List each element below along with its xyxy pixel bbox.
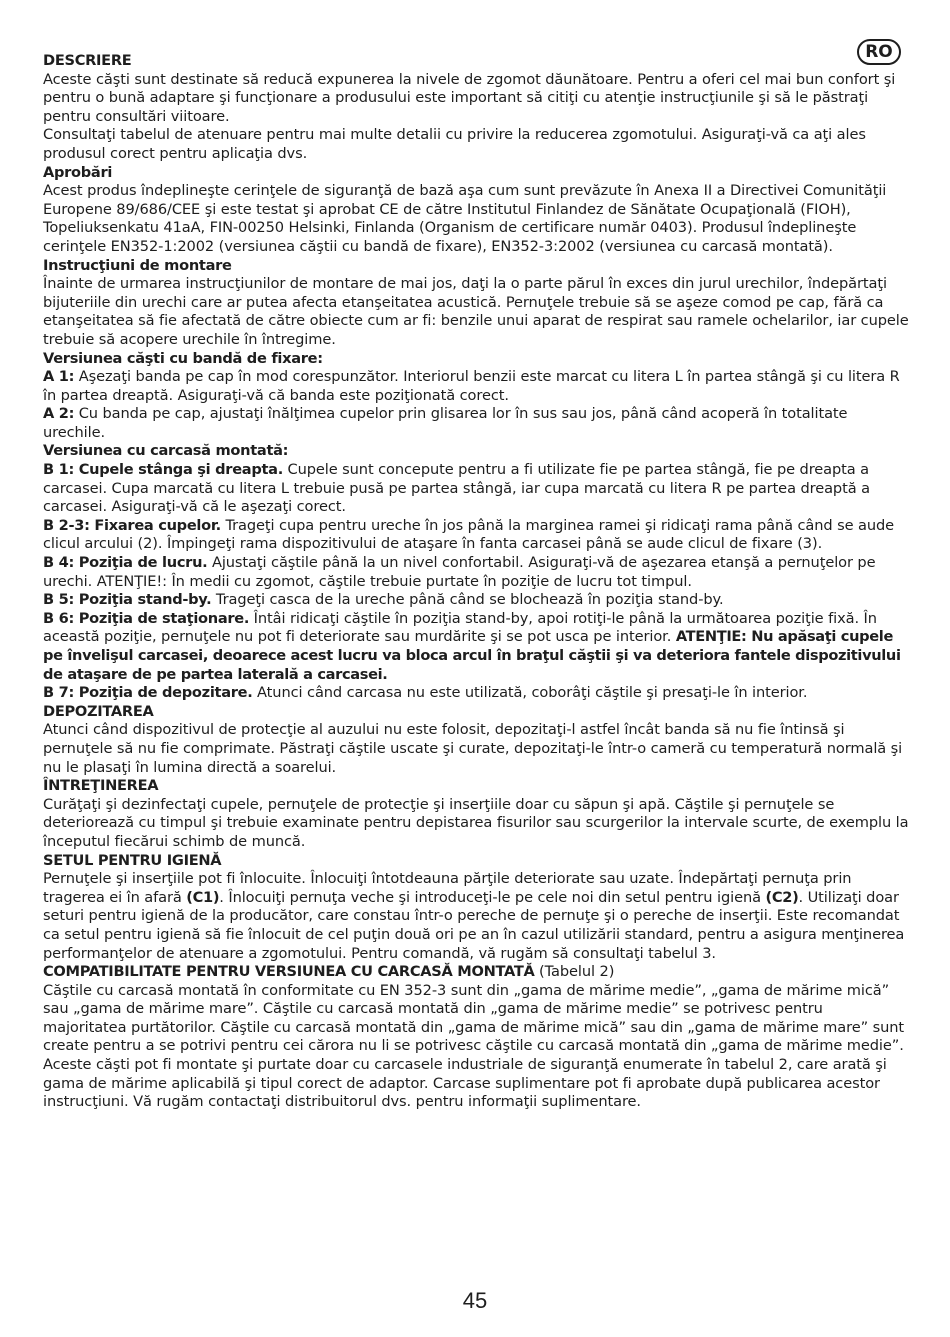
- step-b6-label: B 6: Poziţia de staţionare.: [43, 609, 250, 627]
- step-b1: [43, 461, 909, 517]
- section-heading-depozitarea: DEPOZITAREA: [43, 702, 154, 720]
- paragraph-compatibilitate-1: Căştile cu carcasă montată în conformitate cu EN 352-3 sunt din „gama de mărime medie”, „gama de mărime mică” sau „gama de mărime mare”. Căştile cu carcasă montată din „gama de mărime medie” se potrivesc pentru majoritatea purtătorilor. Căştile cu carcasă montată din „gama de mărime mică” sau din „gama de mărime mare” sunt create pentru a se potrivi pentru cei cărora nu li se potrivesc căştile cu carcasă montată din „gama de mărime medie”.: [43, 981, 905, 1055]
- step-b4-text: Ajustaţi căştile până la un nivel confortabil. Asiguraţi-vă de aşezarea etanşă a pernuţelor pe urechi. ATENŢIE!: În medii cu zgomot, căştile trebuie purtate în poziţie de lucru tot timpul.: [43, 554, 876, 590]
- step-a1-label: A 1:: [43, 368, 75, 386]
- figure-ref-c1: (C1): [186, 888, 220, 906]
- step-b7-text: Atunci când carcasa nu este utilizată, coborâţi căştile şi presaţi-le în interior.: [252, 684, 808, 702]
- step-a2-label: A 2:: [43, 405, 75, 423]
- paragraph-igiena: [43, 870, 909, 963]
- page-content: [43, 52, 909, 1112]
- step-a1-text: Aşezaţi banda pe cap în mod corespunzător. Interiorul benzii este marcat cu litera L în partea stângă şi cu litera R în partea dreaptă. Asiguraţi-vă că banda este poziţionată corect.: [43, 368, 900, 404]
- step-b1-text: Cupele sunt concepute pentru a fi utilizate fie pe partea stângă, fie pe dreapta a carcasei. Cupa marcată cu litera L trebuie pusă pe partea stângă, iar cupa marcată cu litera R pe partea dreaptă a carcasei. Asiguraţi-vă că le aşezaţi corect.: [43, 461, 870, 516]
- igiena-text-c: . Utilizaţi doar seturi pentru igienă de la producător, care constau într-o pereche de pernuţe şi o pereche de inserţii. Este recomandat ca setul pentru igienă să fie înlocuit de cel puţin două ori pe an în cazul utilizării standard, pentru a asigura menţinerea performanţelor de atenuare a zgomotului. Pentru comandă, vă rugăm să consultaţi tabelul 3.: [43, 888, 905, 962]
- step-b7: [43, 684, 909, 703]
- step-a1: [43, 368, 909, 405]
- step-b6: [43, 610, 909, 684]
- step-b4-label: B 4: Poziţia de lucru.: [43, 554, 208, 572]
- paragraph-instructiuni: Înainte de urmarea instrucţiunilor de montare de mai jos, daţi la o parte părul în exces din jurul urechilor, îndepărtaţi bijuteriile din urechi care ar putea afecta etanşeitatea acustică. Pernuţele trebuie să se aşeze comod pe cap, fără ca etanşeitatea să fie afectată de către obiecte cum ar fi: benzile unui aparat de respirat sau ramele ochelarilor, iar cupele trebuie să acopere urechile în întregime.: [43, 275, 909, 348]
- language-badge: RO: [857, 39, 901, 65]
- step-b23-text: Trageţi cupa pentru ureche în jos până la marginea ramei şi ridicaţi rama până când se aude clicul arcului (2). Împingeţi rama dispozitivului de ataşare în fanta carcasei până se aude clicul de fixare (3).: [43, 516, 895, 553]
- step-b23-label: B 2-3: Fixarea cupelor.: [43, 516, 221, 534]
- step-b7-label: B 7: Poziţia de depozitare.: [43, 684, 253, 702]
- step-b5: [43, 591, 909, 610]
- paragraph-intretinerea: Curăţaţi şi dezinfectaţi cupele, pernuţele de protecţie şi inserţiile doar cu săpun şi apă. Căştile şi pernuţele se deteriorează cu timpul şi trebuie examinate pentru depistarea fisurilor sau scurgerilor la intervale scurte, de exemplu la începutul fiecărui schimb de muncă.: [43, 795, 909, 850]
- igiena-text-b: . Înlocuiţi pernuţa veche şi introduceţi-le pe cele noi din setul pentru igienă: [219, 888, 766, 906]
- step-b6-text: Întâi ridicaţi căştile în poziţia stand-by, apoi rotiţi-le până la următoarea poziţie fixă. În această poziţie, pernuţele nu pot fi deteriorate sau murdărite şi se pot usca pe interior.: [43, 609, 877, 646]
- section-heading-instructiuni: Instrucţiuni de montare: [43, 256, 232, 274]
- step-b5-label: B 5: Poziţia stand-by.: [43, 591, 212, 609]
- section-heading-intretinerea: ÎNTREŢINEREA: [43, 777, 159, 795]
- section-heading-banda: Versiunea căşti cu bandă de fixare:: [43, 349, 323, 367]
- igiena-text-a: Pernuţele şi inserţiile pot fi înlocuite. Înlocuiţi întotdeauna părţile deteriorate sau uzate. Îndepărtaţi pernuţa prin tragerea ei în afară: [43, 870, 852, 906]
- paragraph-depozitarea: Atunci când dispozitivul de protecţie al auzului nu este folosit, depozitaţi-l astfel încât banda să nu fie întinsă şi pernuţele să nu fie comprimate. Păstraţi căştile uscate şi curate, depozitaţi-le într-o cameră cu temperatură normală şi nu le plasaţi în lumina directă a soarelui.: [43, 721, 903, 776]
- heading-table-note: (Tabelul 2): [534, 963, 615, 981]
- section-heading-compatibilitate: COMPATIBILITATE PENTRU VERSIUNEA CU CARCASĂ MONTATĂ: [43, 963, 535, 981]
- section-heading-aprobari: Aprobări: [43, 163, 113, 181]
- section-heading-descriere: DESCRIERE: [43, 52, 132, 69]
- section-heading-igiena: SETUL PENTRU IGIENĂ: [43, 851, 222, 869]
- step-a2-text: Cu banda pe cap, ajustaţi înălţimea cupelor prin glisarea lor în sus sau jos, până când acoperă în totalitate urechile.: [43, 405, 848, 441]
- step-b4: [43, 554, 909, 591]
- page-number: 45: [462, 1288, 488, 1313]
- step-b23: [43, 517, 909, 554]
- figure-ref-c2: (C2): [765, 888, 799, 906]
- paragraph-descriere-1: Aceste căşti sunt destinate să reducă expunerea la nivele de zgomot dăunătoare. Pentru a oferi cel mai bun confort şi pentru o bună adaptare şi funcţionare a produsului este important să citiţi cu atenţie instrucţiunile şi să le păstraţi pentru consultări viitoare.: [43, 70, 896, 125]
- step-b5-text: Trageţi casca de la ureche până când se blochează în poziţia stand-by.: [211, 591, 724, 609]
- section-heading-carcasa: Versiunea cu carcasă montată:: [43, 442, 289, 460]
- paragraph-aprobari: Acest produs îndeplineşte cerinţele de siguranţă de bază aşa cum sunt prevăzute în Anexa II a Directivei Comunităţii Europene 89/686/CEE şi este testat şi aprobat CE de către Institutul Finlandez de Sănătate Ocupaţională (FIOH), Topeliuksenkatu 41aA, FIN-00250 Helsinki, Finlanda (Organism de certificare număr 0403). Produsul îndeplineşte cerinţele EN352-1:2002 (versiunea căştii cu bandă de fixare), EN352-3:2002 (versiunea cu carcasă montată).: [43, 182, 887, 255]
- step-a2: [43, 405, 909, 442]
- warning-text: ATENŢIE: Nu apăsaţi cupele pe învelişul carcasei, deoarece acest lucru va bloca arcul în braţul căştii şi va deteriora fantele dispozitivului de ataşare de pe partea laterală a carcasei.: [43, 628, 901, 683]
- paragraph-descriere-2: Consultaţi tabelul de atenuare pentru mai multe detalii cu privire la reducerea zgomotului. Asiguraţi-vă ca aţi ales produsul corect pentru aplicaţia dvs.: [43, 126, 866, 162]
- paragraph-compatibilitate-2: Aceste căşti pot fi montate şi purtate doar cu carcasele industriale de siguranţă enumerate în tabelul 2, care arată şi gama de mărime aplicabilă şi tipul corect de adaptor. Carcase suplimentare pot fi aprobate după publicarea acestor instrucţiuni. Vă rugăm contactaţi distribuitorul dvs. pentru informaţii suplimentare.: [43, 1056, 887, 1111]
- step-b1-label: B 1: Cupele stânga şi dreapta.: [43, 461, 283, 479]
- section-heading-compatibilitate-line: [43, 963, 909, 982]
